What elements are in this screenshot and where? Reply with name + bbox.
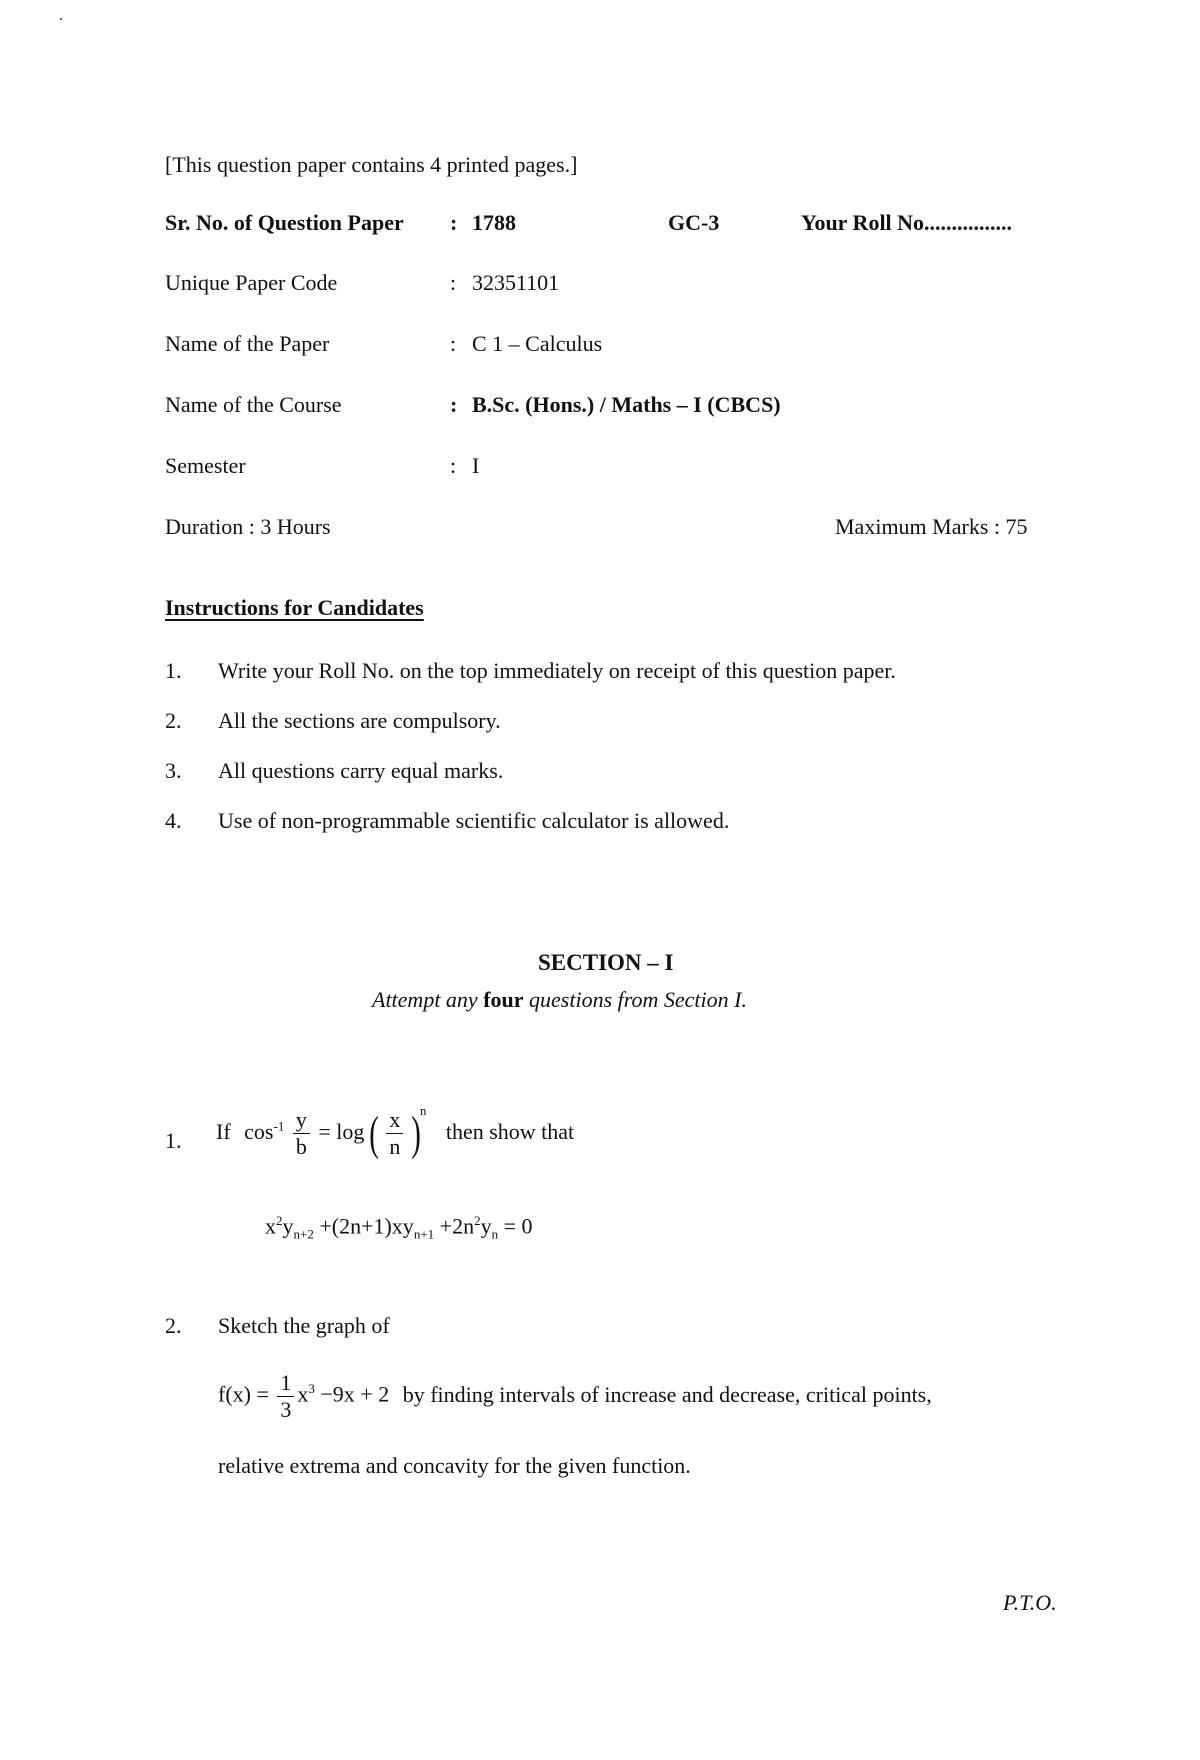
section-instruction-pre: Attempt any [372,987,478,1012]
question-1-number: 1. [165,1128,182,1153]
q1-frac2-denominator: n [389,1134,401,1160]
scan-speck [60,18,62,20]
semester-value: I [472,453,480,478]
semester-label: Semester [165,453,246,478]
paper-name-label: Name of the Paper [165,331,330,356]
question-2-line-3: relative extrema and concavity for the given function. [218,1453,691,1478]
question-2-function [218,1372,932,1421]
q1-eq-sub-n-plus-2: n+2 [293,1226,314,1242]
course-name-separator: : [450,392,458,417]
header-note: [This question paper contains 4 printed pages.] [165,152,578,177]
q1-frac1-numerator: y [293,1109,310,1134]
question-1-statement [216,1103,574,1158]
instruction-3-number: 3. [165,758,182,783]
q1-eq-square-2: 2 [474,1213,481,1228]
page-turn-over: P.T.O. [1003,1590,1057,1615]
q1-if-text: If [216,1119,231,1144]
paper-code-label: Unique Paper Code [165,270,338,295]
q1-equals-log: = log [318,1119,365,1144]
course-name-label: Name of the Course [165,392,342,417]
section-instruction [372,987,747,1013]
question-1-equation [265,1213,533,1243]
q1-then-text: then show that [445,1119,575,1144]
paper-name-separator: : [450,331,457,356]
duration: Duration : 3 Hours [165,514,331,539]
instructions-title: Instructions for Candidates [165,595,424,620]
sr-no-value: 1788 [472,210,516,235]
question-2-number: 2. [165,1313,182,1338]
q1-fraction-y-over-b [293,1109,310,1158]
roll-number-label: Your Roll No................ [801,210,1013,235]
q2-frac-numerator: 1 [277,1372,294,1397]
q2-rest: −9x + 2 [320,1381,390,1407]
gc-code: GC-3 [668,210,720,235]
q1-eq-term3: +2n [439,1213,475,1239]
section-instruction-post: questions from Section I. [529,987,747,1012]
instruction-4-text: Use of non-programmable scientific calculator is allowed. [218,808,730,833]
paper-code-separator: : [450,270,457,295]
q1-fraction-x-over-n [386,1109,403,1158]
question-2-line-1: Sketch the graph of [218,1313,390,1338]
paper-code-value: 32351101 [472,270,560,295]
q2-x: x [297,1381,309,1407]
section-instruction-bold: four [483,987,524,1012]
q1-right-paren: ) [411,1106,421,1160]
q1-inverse-exponent: -1 [273,1118,285,1134]
q1-power-n: n [419,1103,427,1118]
semester-separator: : [450,453,457,478]
instruction-2-number: 2. [165,708,182,733]
q1-frac1-denominator: b [295,1134,307,1160]
q1-eq-y: y [282,1213,294,1239]
instruction-1-number: 1. [165,658,182,683]
q1-left-paren: ( [369,1106,379,1160]
sr-no-label: Sr. No. of Question Paper [165,210,404,235]
q2-fraction-one-third [277,1372,294,1421]
q2-fx: f(x) = [218,1381,269,1407]
q2-cube-exponent: 3 [308,1381,315,1397]
q1-eq-term2: +(2n+1)xy [319,1213,414,1239]
q2-frac-denominator: 3 [280,1397,292,1422]
sr-no-separator: : [450,210,458,235]
q1-cos: cos [244,1119,274,1144]
maximum-marks: Maximum Marks : 75 [835,514,1028,539]
q1-eq-x: x [265,1213,276,1239]
instruction-2-text: All the sections are compulsory. [218,708,501,733]
paper-name-value: C 1 – Calculus [472,331,603,356]
instruction-1-text: Write your Roll No. on the top immediately on receipt of this question paper. [218,658,896,683]
q1-eq-sub-n: n [491,1226,499,1242]
q1-eq-sub-n-plus-1: n+1 [413,1226,435,1242]
instruction-4-number: 4. [165,808,182,833]
q1-frac2-numerator: x [386,1109,403,1134]
instruction-3-text: All questions carry equal marks. [218,758,504,783]
q1-eq-y2: y [480,1213,492,1239]
q1-eq-equals-zero: = 0 [503,1213,533,1239]
q1-eq-square-1: 2 [276,1213,283,1228]
course-name-value: B.Sc. (Hons.) / Maths – I (CBCS) [472,392,781,417]
q2-line-2-text: by finding intervals of increase and decrease, critical points, [402,1381,932,1407]
section-title: SECTION – I [538,950,674,975]
